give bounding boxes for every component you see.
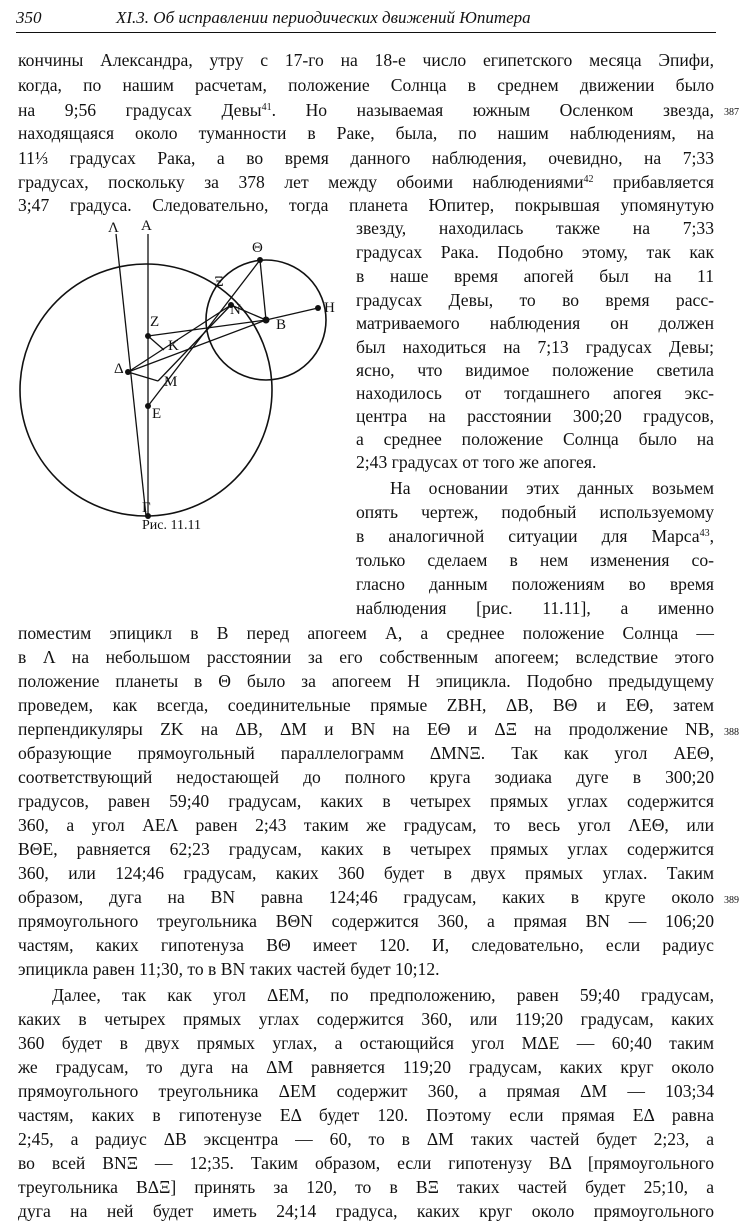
text-line: поместим эпицикл в B перед апогеем A, а среднее положение Солнца — (18, 623, 714, 643)
text-line: матриваемого наблюдения он должен (356, 313, 714, 333)
header-rule (16, 32, 716, 33)
fig-label: Z (150, 314, 160, 330)
margin-note: 388 (724, 727, 739, 738)
text-line: 360 будет в двух прямых углах, а остающийся угол MΔE — 60;40 таким (18, 1033, 714, 1053)
text-line: кончины Александра, утру с 17-го на 18-е число египетского месяца Эпифи, (18, 50, 714, 70)
text-line: наблюдения [рис. 11.11], а именно (356, 598, 714, 618)
text-line: а среднее положение Солнца было на (356, 429, 714, 449)
text-line: центра на расстоянии 300;20 градусов, (356, 406, 714, 426)
fig-label: E (152, 406, 162, 422)
text-line: на 9;56 градусах Девы$^{41}$. Но называемая южным Осленком звезда, (18, 100, 714, 120)
text-line: опять чертеж, подобный используемому (356, 502, 714, 522)
text-line: частям, каких гипотенуза BΘ имеет 120. И, следовательно, если радиус (18, 935, 714, 955)
text-line: прямоугольного треугольника ΔEM содержит 360, а прямая ΔM — 103;34 (18, 1081, 714, 1101)
text-line: проведем, как всегда, соединительные прямые ZBH, ΔB, BΘ и EΘ, затем (18, 695, 714, 715)
fig-label: Γ (142, 500, 151, 516)
fig-label: A (141, 218, 152, 234)
text-line: 3;47 градуса. Следовательно, тогда планета Юпитер, покрывшая упомянутую (18, 195, 714, 215)
text-line: находящаяся около туманности в Раке, была, по нашим наблюдениям, на (18, 123, 714, 143)
text-line: 360, или 124;46 градусам, каких 360 будет в двух прямых углах. Таким (18, 863, 714, 883)
text-line: перпендикуляры ZK на ΔB, ΔM и BN на EΘ и ΔΞ на продолжение NB, (18, 719, 714, 739)
text-line: только сделаем в нем изменения со- (356, 550, 714, 570)
text-line: в Λ на небольшом расстоянии за его собственным апогеем; вследствие этого (18, 647, 714, 667)
page-number: 350 (16, 8, 42, 27)
text-line: в аналогичной ситуации для Марса$^{43}$, (356, 526, 714, 546)
fig-label: Θ (252, 240, 263, 256)
running-title: XI.3. Об исправлении периодических движений Юпитера (116, 8, 531, 27)
text-line: BΘE, равняется 62;23 градусам, каких в четырех прямых углах содержится (18, 839, 714, 859)
text-line: же градусам, то дуга на ΔM равняется 119;20 градусам, каких круг около (18, 1057, 714, 1077)
text-line: находилось от тогдашнего апогея экс- (356, 383, 714, 403)
text-line: 360, а угол AEΛ равен 2;43 таким же градусам, то весь угол ΛEΘ, или (18, 815, 714, 835)
text-line: положение планеты в Θ было за апогеем H эпицикла. Подобно предыдущему (18, 671, 714, 691)
figure-caption: Рис. 11.11 (142, 518, 201, 533)
margin-note: 387 (724, 107, 739, 118)
text-line: каких в четырех прямых углах содержится 360, или 119;20 градусам, каких (18, 1009, 714, 1029)
text-line: эпицикла равен 11;30, то в BN таких частей будет 10;12. (18, 959, 440, 979)
fig-label: B (276, 317, 287, 333)
text-line: прямоугольного треугольника BΘN содержится 360, а прямая BN — 106;20 (18, 911, 714, 931)
text-line: звезду, находилась также на 7;33 (356, 218, 714, 238)
text-line: дуга на ней будет иметь 24;14 градуса, каких круг около прямоугольного (18, 1201, 714, 1221)
footnote-ref: 42 (583, 174, 594, 185)
text-line: соответствующий недостающей до полного круга зодиака дуге в 300;20 (18, 767, 714, 787)
margin-note: 389 (724, 895, 739, 906)
text-line: во всей BNΞ — 12;35. Таким образом, если гипотенузу BΔ [прямоугольного (18, 1153, 714, 1173)
text-line: был находиться на 7;13 градусах Девы; (356, 337, 714, 357)
text-line: в наше время апогей был на 11 (356, 266, 714, 286)
text-line: градусах, поскольку за 378 лет между обоими наблюдениями$^{42}$ прибавляется (18, 172, 714, 192)
text-line: треугольника BΔΞ] принять за 120, то в BΞ таких частей будет 25;10, а (18, 1177, 714, 1197)
text-line: когда, по нашим расчетам, положение Солнца в среднем движении было (18, 75, 714, 95)
fig-label: H (324, 300, 335, 316)
footnote-ref: 41 (261, 102, 272, 113)
running-header (16, 6, 716, 32)
text-line: ясно, что видимое положение светила (356, 360, 714, 380)
text-line: градусов, равен 59;40 градусам, каких в четырех прямых углах содержится (18, 791, 714, 811)
text-line: Далее, так как угол ΔEM, по предположению, равен 59;40 градусам, (52, 985, 714, 1005)
fig-label: M (164, 374, 178, 390)
text-line: градусах Рака. Подобно этому, так как (356, 242, 714, 262)
text-line: 2;45, а радиус ΔB эксцентра — 60, то в ΔM таких частей будет 2;23, а (18, 1129, 714, 1149)
text-line: частям, каких в гипотенузе EΔ будет 120. Поэтому если прямая EΔ равна (18, 1105, 714, 1125)
text-line: 11⅓ градусах Рака, а во время данного наблюдения, очевидно, на 7;33 (18, 148, 714, 168)
text-line: 2;43 градусах от того же апогея. (356, 452, 597, 472)
points (125, 257, 321, 519)
text-line: гласно данным положениям во время (356, 574, 714, 594)
text-line: образующие прямоугольный параллелограмм ΔMNΞ. Так как угол AEΘ, (18, 743, 714, 763)
text-line: образом, дуга на BN равна 124;46 градусам, каких в круге около (18, 887, 714, 907)
fig-label: N (230, 302, 241, 318)
fig-label: Δ (114, 361, 124, 377)
text-line: градусах Девы, то во время расс- (356, 290, 714, 310)
figure-svg (18, 216, 354, 526)
fig-label: Ξ (214, 274, 224, 290)
geometry-figure (18, 216, 354, 526)
text-line: На основании этих данных возьмем (390, 478, 714, 498)
fig-label: Λ (108, 220, 119, 236)
fig-label: K (168, 338, 179, 354)
footnote-ref: 43 (699, 528, 710, 539)
